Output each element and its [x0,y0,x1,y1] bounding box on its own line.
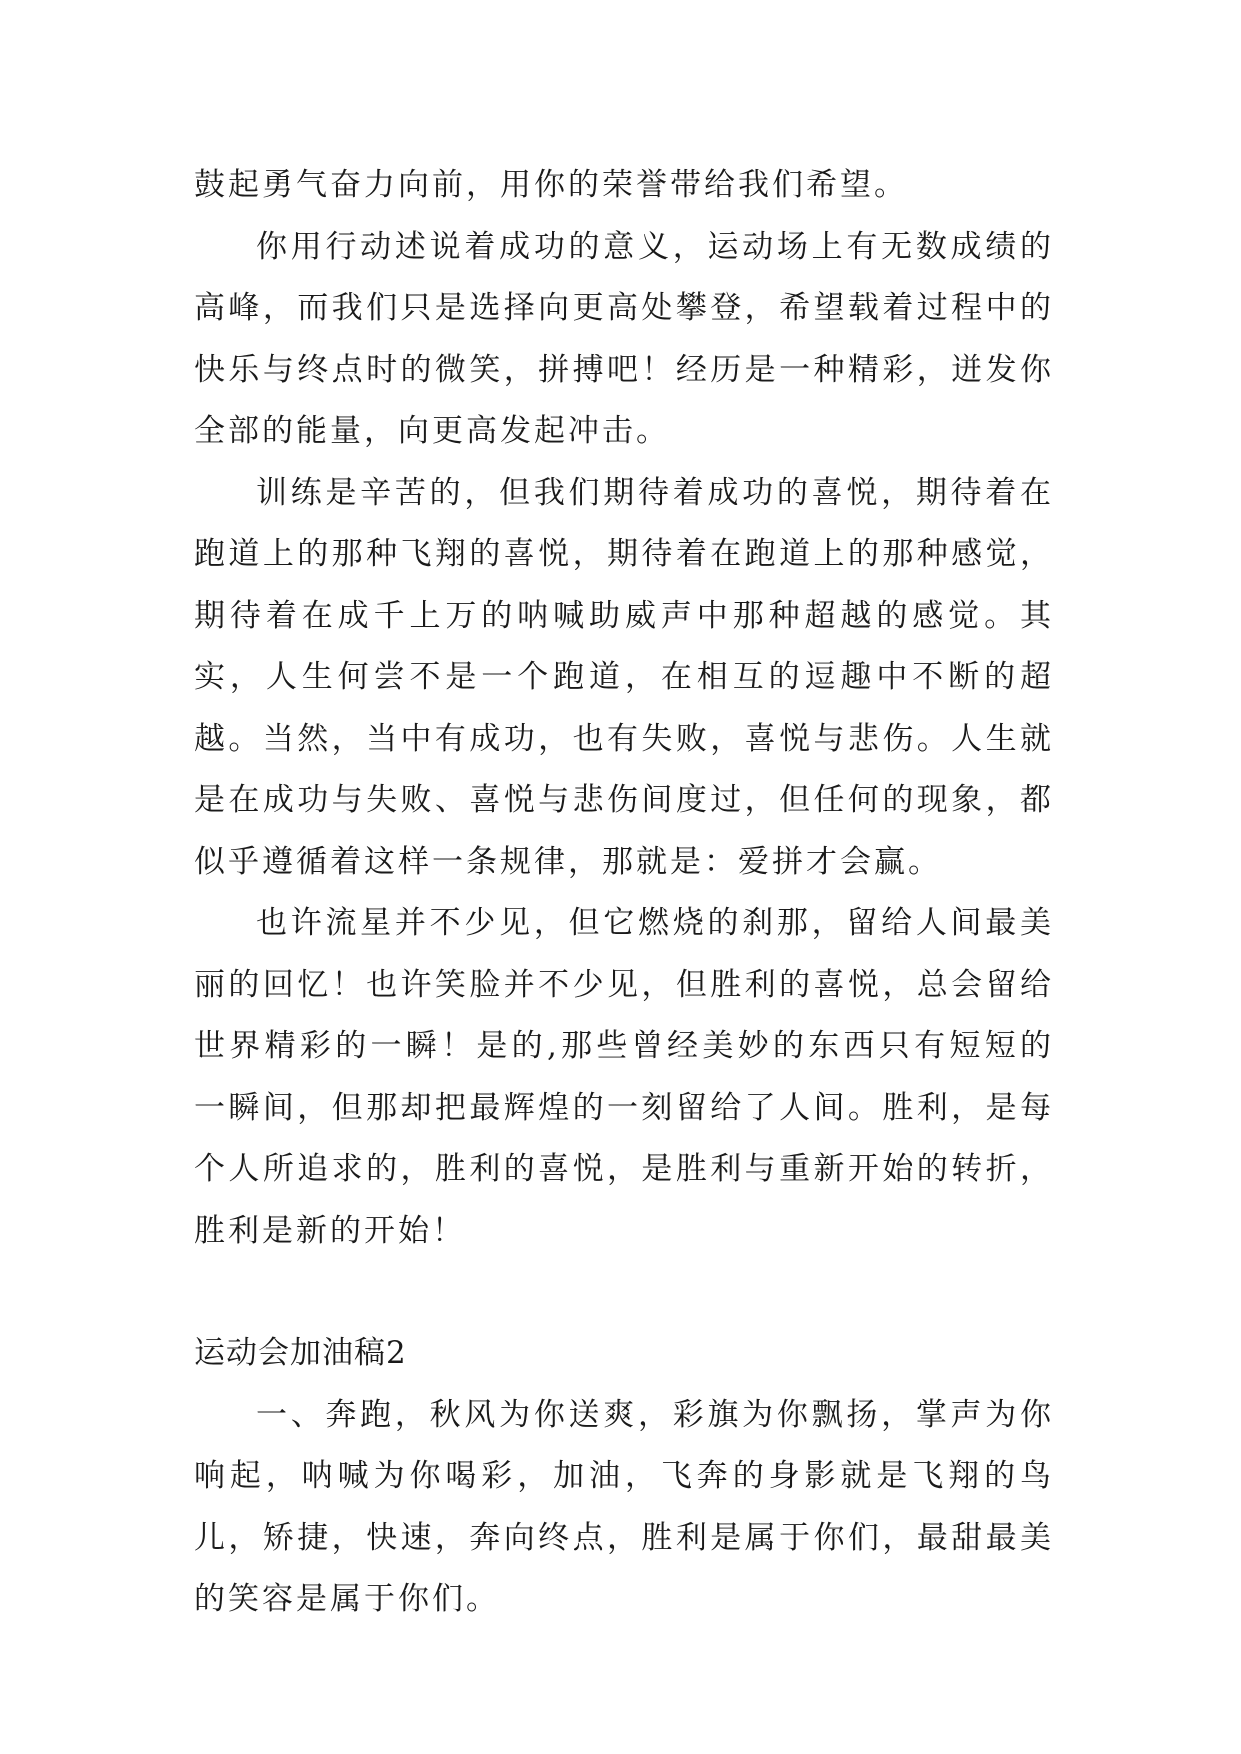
paragraph-running: 一、奔跑，秋风为你送爽，彩旗为你飘扬，掌声为你响起，呐喊为你喝彩，加油，飞奔的身影就是飞翔的鸟儿，矫捷，快速，奔向终点，胜利是属于你们，最甜最美的笑容是属于你们。 [194,1396,1054,1617]
section-heading: 运动会加油稿2 [194,1335,407,1371]
paragraph-meteor: 也许流星并不少见，但它燃烧的刹那，留给人间最美丽的回忆！也许笑脸并不少见，但胜利的喜悦，总会留给世界精彩的一瞬！是的,那些曾经美妙的东西只有短短的一瞬间，但那却把最辉煌的一刻留给了人间。胜利，是每个人所追求的，胜利的喜悦，是胜利与重新开始的转折，胜利是新的开始！ [194,905,1054,1249]
paragraph-training: 训练是辛苦的，但我们期待着成功的喜悦，期待着在跑道上的那种飞翔的喜悦，期待着在跑道上的那种感觉，期待着在成千上万的呐喊助威声中那种超越的感觉。其实，人生何尝不是一个跑道，在相互的逗趣中不断的超越。当然，当中有成功，也有失败，喜悦与悲伤。人生就是在成功与失败、喜悦与悲伤间度过，但任何的现象，都似乎遵循着这样一条规律，那就是：爱拼才会赢。 [194,474,1054,880]
document-body [194,155,1054,1631]
paragraph-success-meaning: 你用行动述说着成功的意义，运动场上有无数成绩的高峰，而我们只是选择向更高处攀登，希望载着过程中的快乐与终点时的微笑，拼搏吧！经历是一种精彩，迸发你全部的能量，向更高发起冲击。 [194,228,1054,449]
paragraph-continuation: 鼓起勇气奋力向前，用你的荣誉带给我们希望。 [194,167,908,203]
section-spacer [194,1262,1054,1323]
